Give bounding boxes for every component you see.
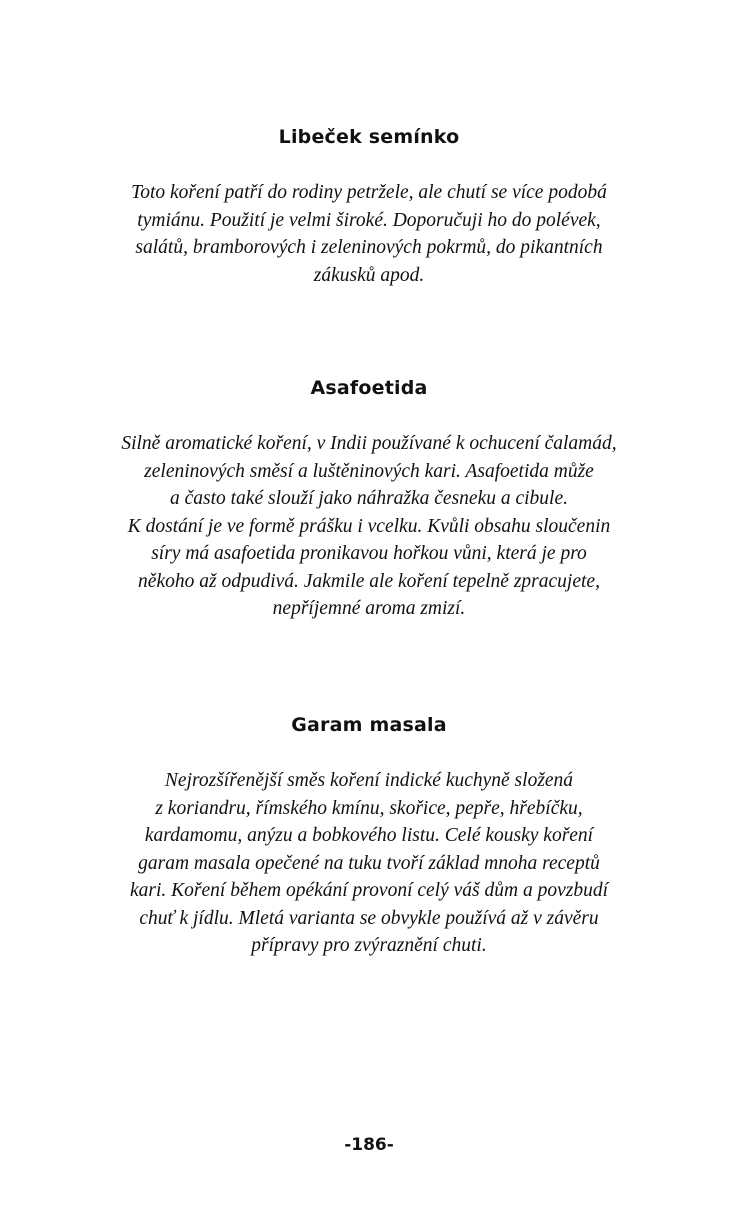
body-line: Silně aromatické koření, v Indii používané k ochucení čalamád, — [121, 433, 617, 454]
section-heading: Asafoetida — [310, 377, 428, 399]
body-line: garam masala opečené na tuku tvoří základ mnoha receptů — [138, 852, 600, 874]
body-line: přípravy pro zvýraznění chuti. — [251, 935, 487, 956]
body-line: K dostání je ve formě prášku i vcelku. Kvůli obsahu sloučenin — [127, 515, 611, 537]
body-line: salátů, bramborových i zeleninových pokrmů, do pikantních — [135, 237, 603, 258]
section-body — [60, 430, 678, 623]
body-line: zeleninových směsí a luštěninových kari. Asafoetida může — [144, 460, 594, 482]
body-line: tymiánu. Použití je velmi široké. Doporučuji ho do polévek, — [137, 209, 601, 231]
body-line: síry má asafoetida pronikavou hořkou vůni, která je pro — [151, 543, 587, 564]
body-line: chuť k jídlu. Mletá varianta se obvykle používá až v závěru — [139, 907, 599, 929]
body-line: Toto koření patří do rodiny petržele, ale chutí se více podobá — [131, 182, 607, 203]
body-line: někoho až odpudivá. Jakmile ale koření tepelně zpracujete, — [138, 570, 600, 592]
page-number: -186- — [344, 1135, 394, 1155]
section-heading: Garam masala — [291, 714, 447, 736]
section-body — [60, 179, 678, 289]
body-line: kari. Koření během opékání provoní celý váš dům a povzbudí — [129, 880, 608, 901]
body-line: z koriandru, římského kmínu, skořice, pepře, hřebíčku, — [155, 797, 583, 819]
body-line: a často také slouží jako náhražka česneku a cibule. — [169, 488, 569, 509]
section-body — [60, 767, 678, 960]
section-heading: Libeček semínko — [278, 126, 460, 148]
section-garam-masala — [60, 712, 678, 960]
body-line: nepříjemné aroma zmizí. — [272, 598, 466, 619]
body-line: Nejrozšířenější směs koření indické kuchyně složená — [164, 770, 574, 791]
body-line: zákusků apod. — [313, 264, 425, 286]
body-line: kardamomu, anýzu a bobkového listu. Celé kousky koření — [144, 825, 594, 846]
section-asafoetida — [60, 375, 678, 623]
section-libecek — [60, 124, 678, 289]
